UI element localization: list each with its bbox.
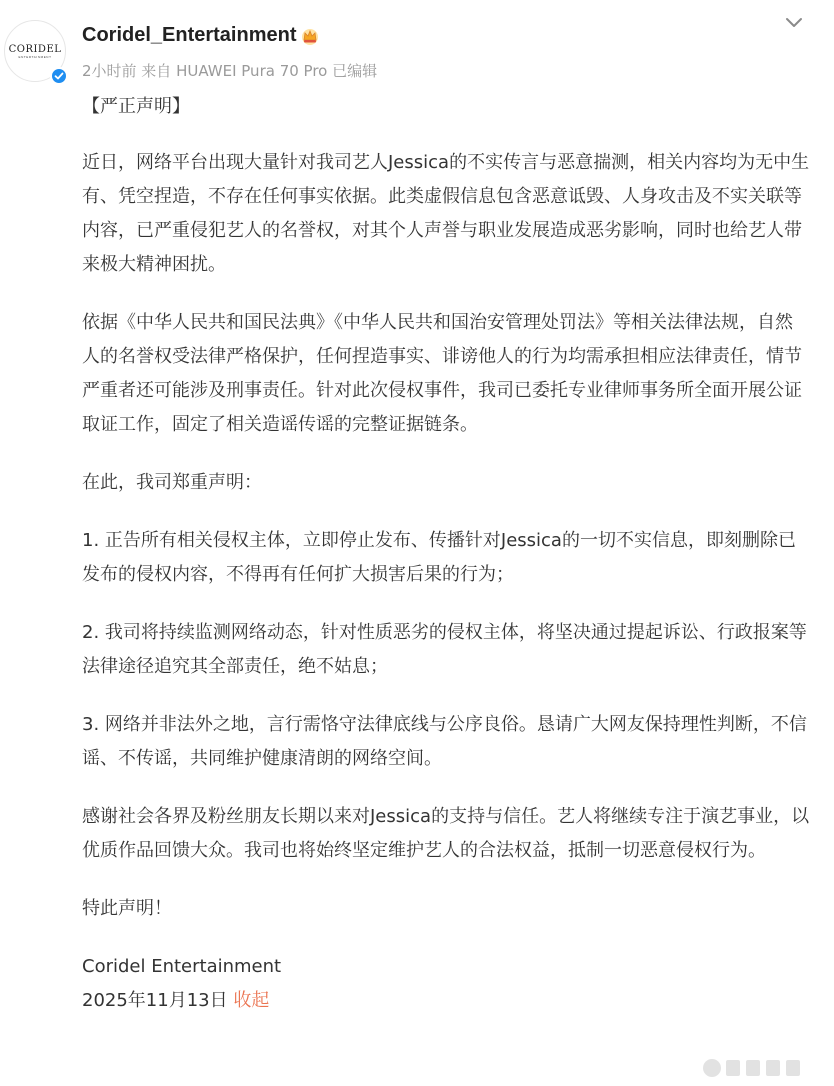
username-row [82,24,320,47]
avatar-logo-text: CORIDEL [8,43,62,55]
post-signature: Coridel Entertainment [82,956,282,977]
avatar-logo-subtext: ENTERTAINMENT [18,54,52,59]
post-date-row [82,984,810,1018]
post-paragraph: 感谢社会各界及粉丝朋友长期以来对Jessica的支持与信任。艺人将继续专注于演艺事业，以优质作品回馈大众。我司也将始终坚定维护艺人的合法权益，抵制一切恶意侵权行为。 [82,806,810,861]
post-meta: 2小时前 来自 HUAWEI Pura 70 Pro 已编辑 [82,62,378,80]
post-paragraph: 2. 我司将持续监测网络动态，针对性质恶劣的侵权主体，将坚决通过提起诉讼、行政报案等法律途径追究其全部责任，绝不姑息； [82,622,807,677]
post-paragraph: 在此，我司郑重声明： [82,472,262,493]
crown-icon [300,26,320,46]
post-paragraph: 3. 网络并非法外之地，言行需恪守法律底线与公序良俗。恳请广大网友保持理性判断，不信谣、不传谣，共同维护健康清朗的网络空间。 [82,714,807,769]
post-date: 2025年11月13日 [82,990,228,1011]
username[interactable]: Coridel_Entertainment [82,24,297,46]
verified-icon [50,67,68,85]
post-paragraph: 近日，网络平台出现大量针对我司艺人Jessica的不实传言与恶意揣测，相关内容均为无中生有、凭空捏造，不存在任何事实依据。此类虚假信息包含恶意诋毁、人身攻击及不实关联等内容，已严重侵犯艺人的名誉权，对其个人声誉与职业发展造成恶劣影响，同时也给艺人带来极大精神困扰。 [82,152,810,275]
watermark-icon [700,1046,815,1086]
post-paragraph: 依据《中华人民共和国民法典》《中华人民共和国治安管理处罚法》等相关法律法规，自然人的名誉权受法律严格保护，任何捏造事实、诽谤他人的行为均需承担相应法律责任，情节严重者还可能涉及刑事责任。针对此次侵权事件，我司已委托专业律师事务所全面开展公证取证工作，固定了相关造谣传谣的完整证据链条。 [82,312,802,435]
post-paragraph: 1. 正告所有相关侵权主体，立即停止发布、传播针对Jessica的一切不实信息，即刻删除已发布的侵权内容，不得再有任何扩大损害后果的行为； [82,530,796,585]
post-title: 【严正声明】 [82,96,190,117]
collapse-link[interactable]: 收起 [233,990,270,1011]
post-paragraph: 特此声明！ [82,898,172,919]
chevron-down-icon[interactable] [784,12,804,32]
post-content [82,90,810,1018]
